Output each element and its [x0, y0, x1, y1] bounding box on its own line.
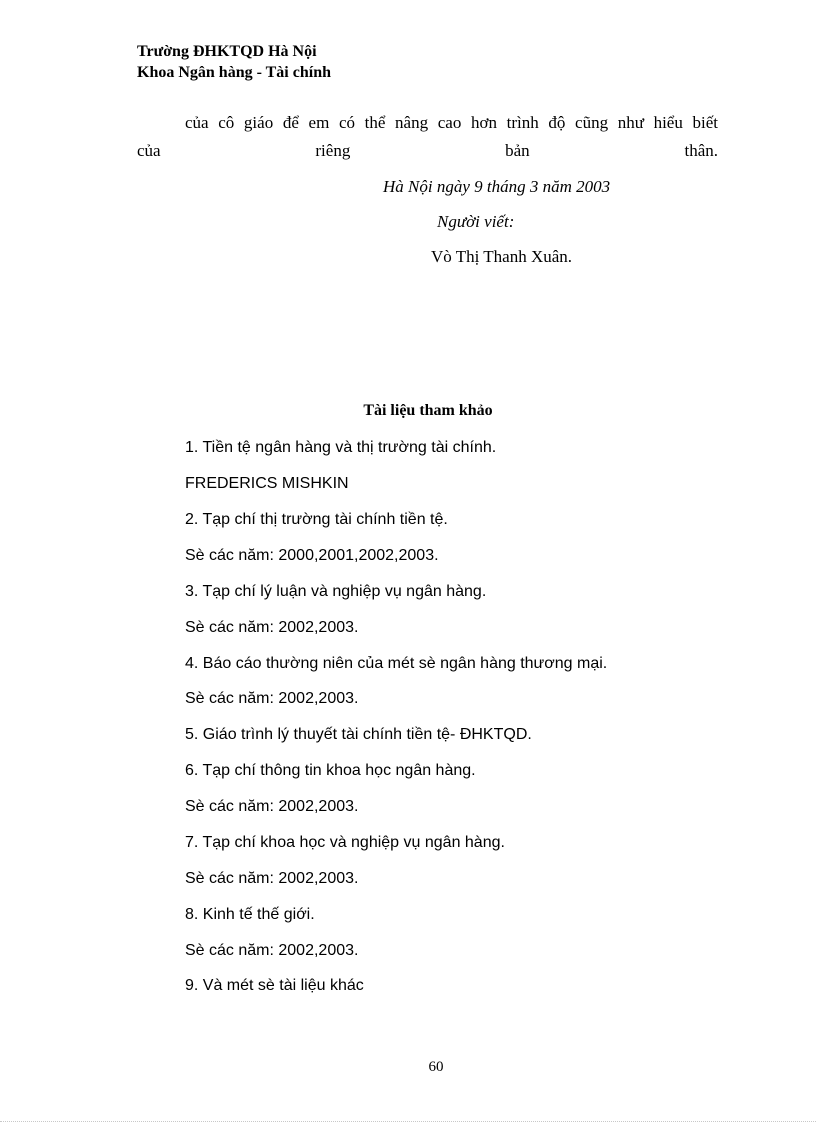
- header-faculty: Khoa Ngân hàng - Tài chính: [137, 64, 331, 81]
- reference-line: 9. Và mét sè tài liệu khác: [185, 977, 364, 994]
- reference-line: Sè các năm: 2002,2003.: [185, 690, 359, 707]
- reference-line: FREDERICS MISHKIN: [185, 475, 349, 492]
- page-bottom-divider: [0, 1121, 816, 1122]
- body-paragraph-line-2: của riêng bản thân.: [137, 141, 718, 160]
- page-number: 60: [428, 1059, 444, 1075]
- reference-line: 2. Tạp chí thị trường tài chính tiền tệ.: [185, 511, 448, 528]
- reference-line: Sè các năm: 2000,2001,2002,2003.: [185, 547, 439, 564]
- signature-name: Vò Thị Thanh Xuân.: [431, 247, 573, 266]
- reference-line: 5. Giáo trình lý thuyết tài chính tiền tệ- ĐHKTQD.: [185, 726, 532, 743]
- reference-line: 3. Tạp chí lý luận và nghiệp vụ ngân hàng.: [185, 583, 487, 600]
- signature-writer-label: Người viết:: [437, 212, 515, 231]
- reference-line: 8. Kinh tế thế giới.: [185, 906, 315, 923]
- reference-line: Sè các năm: 2002,2003.: [185, 798, 359, 815]
- reference-line: Sè các năm: 2002,2003.: [185, 870, 359, 887]
- reference-line: 4. Báo cáo thường niên của mét sè ngân hàng thương mại.: [185, 655, 608, 672]
- references-title: Tài liệu tham khảo: [363, 402, 493, 419]
- header-school: Trường ĐHKTQD Hà Nội: [137, 43, 317, 60]
- signature-date: Hà Nội ngày 9 tháng 3 năm 2003: [383, 177, 611, 196]
- reference-line: 1. Tiền tệ ngân hàng và thị trường tài chính.: [185, 439, 497, 456]
- reference-line: 7. Tạp chí khoa học và nghiệp vụ ngân hàng.: [185, 834, 505, 851]
- reference-line: Sè các năm: 2002,2003.: [185, 619, 359, 636]
- reference-line: Sè các năm: 2002,2003.: [185, 942, 359, 959]
- reference-line: 6. Tạp chí thông tin khoa học ngân hàng.: [185, 762, 476, 779]
- body-paragraph-line-1: của cô giáo để em có thể nâng cao hơn trình độ cũng như hiểu biết: [185, 113, 718, 132]
